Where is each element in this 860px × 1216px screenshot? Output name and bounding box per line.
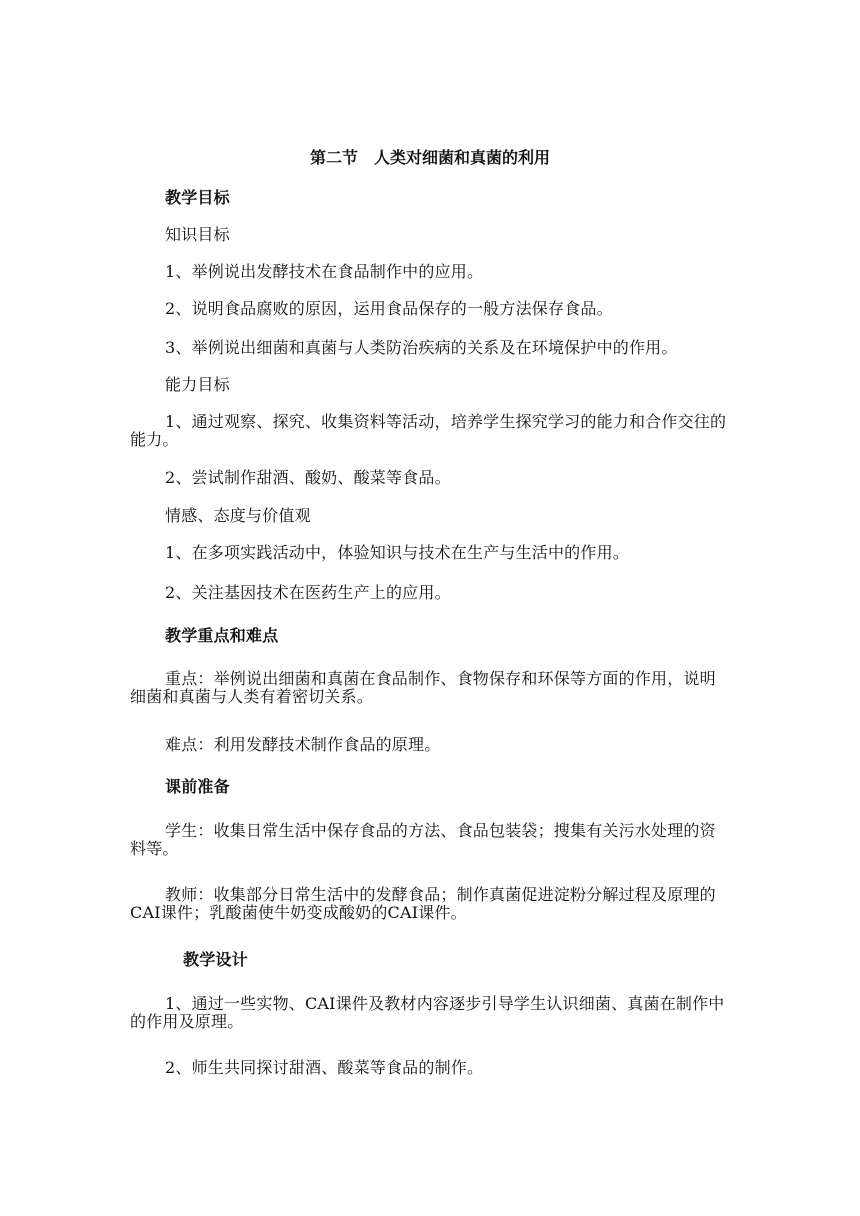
subheading-ability-goals: 能力目标 bbox=[165, 375, 230, 394]
section-heading-teaching-design: 教学设计 bbox=[183, 950, 248, 969]
section-heading-teaching-goals: 教学目标 bbox=[165, 188, 230, 207]
paragraph: 2、师生共同探讨甜酒、酸菜等食品的制作。 bbox=[165, 1058, 484, 1077]
paragraph: 2、关注基因技术在医药生产上的应用。 bbox=[165, 583, 451, 602]
paragraph: 2、说明食品腐败的原因，运用食品保存的一般方法保存食品。 bbox=[165, 299, 613, 318]
paragraph: 1、通过观察、探究、收集资料等活动，培养学生探究学习的能力和合作交往的能力。 bbox=[130, 412, 727, 449]
section-heading-key-difficult-points: 教学重点和难点 bbox=[165, 626, 279, 645]
paragraph: 1、通过一些实物、CAI课件及教材内容逐步引导学生认识细菌、真菌在制作中的作用及原理。 bbox=[130, 994, 725, 1031]
paragraph: 2、尝试制作甜酒、酸奶、酸菜等食品。 bbox=[165, 468, 451, 487]
paragraph: 难点：利用发酵技术制作食品的原理。 bbox=[165, 735, 441, 754]
paragraph: 重点：举例说出细菌和真菌在食品制作、食物保存和环保等方面的作用，说明细菌和真菌与人类有着密切关系。 bbox=[130, 669, 716, 706]
section-heading-preparation: 课前准备 bbox=[165, 777, 230, 796]
paragraph: 3、举例说出细菌和真菌与人类防治疾病的关系及在环境保护中的作用。 bbox=[165, 338, 678, 357]
paragraph: 教师：收集部分日常生活中的发酵食品；制作真菌促进淀粉分解过程及原理的CAI课件；乳酸菌使牛奶变成酸奶的CAI课件。 bbox=[130, 885, 716, 922]
subheading-attitude-values: 情感、态度与价值观 bbox=[165, 506, 311, 525]
paragraph: 1、在多项实践活动中，体验知识与技术在生产与生活中的作用。 bbox=[165, 543, 629, 562]
subheading-knowledge-goals: 知识目标 bbox=[165, 225, 230, 244]
paragraph: 学生：收集日常生活中保存食品的方法、食品包装袋；搜集有关污水处理的资料等。 bbox=[130, 821, 716, 858]
paragraph: 1、举例说出发酵技术在食品制作中的应用。 bbox=[165, 262, 484, 281]
page-title: 第二节 人类对细菌和真菌的利用 bbox=[309, 148, 550, 167]
